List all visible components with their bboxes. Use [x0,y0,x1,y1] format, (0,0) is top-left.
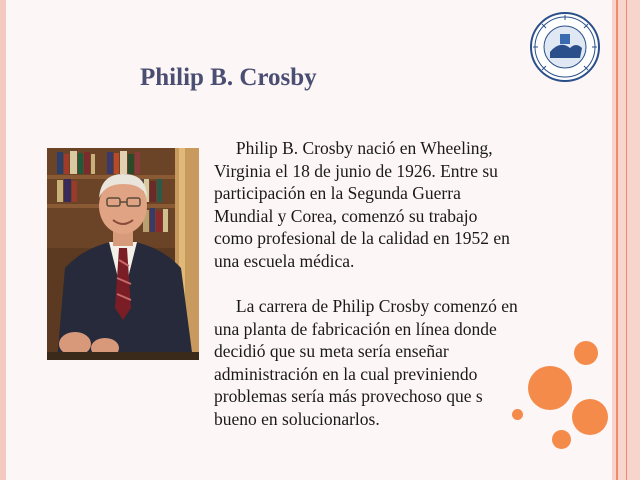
stripe-line [616,0,618,480]
stripe-line [626,0,627,480]
decorative-circle [574,341,598,365]
right-decorative-stripe [612,0,640,480]
decorative-circle [572,399,608,435]
institution-seal-icon [530,12,600,82]
portrait-photo [47,148,199,360]
slide-title: Philip B. Crosby [140,64,317,91]
decorative-circle [552,430,571,449]
paragraph-biography: Philip B. Crosby nació en Wheeling, Virginia el 18 de junio de 1926. Entre su participación en la Segunda Guerra Mundial y Corea, comenzó su trabajo como profesional de la calidad en 1952 en una escuela médica. [214,138,510,271]
decorative-circle [528,366,572,410]
decorative-circle [512,409,523,420]
paragraph-career: La carrera de Philip Crosby comenzó en una planta de fabricación en línea donde decidió que su meta sería enseñar administración en la cual previniendo problemas sería más provechoso que s bueno en solucionarlos. [214,296,518,429]
